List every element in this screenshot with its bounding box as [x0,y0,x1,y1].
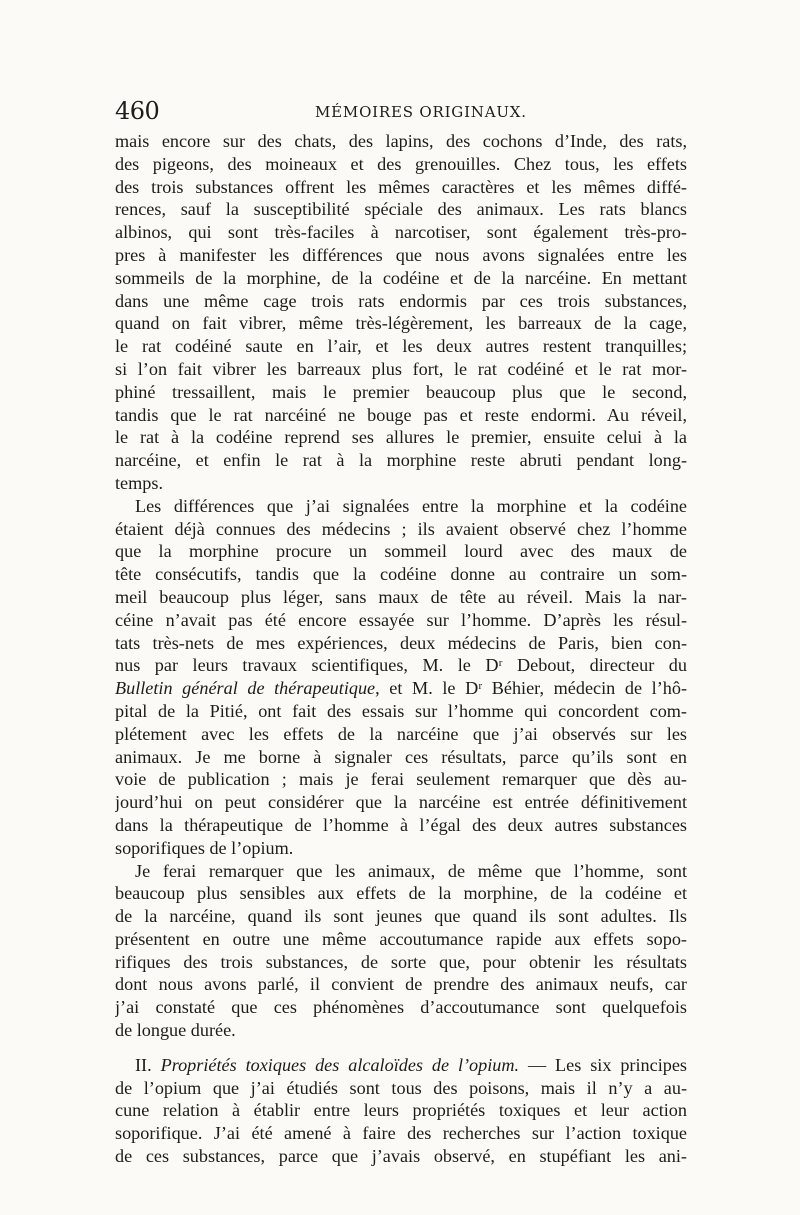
text-line: des trois substances offrent les mêmes caractères et les mêmes diffé- [115,176,687,197]
text-line: pres à manifester les différences que nous avons signalées entre les [115,244,687,265]
text-line: le rat codéiné saute en l’air, et les deux autres restent tranquilles; [115,336,687,357]
text-line: albinos, qui sont très-faciles à narcotiser, sont également très-pro- [115,222,687,243]
text-segment: — Les six principes [519,1054,687,1075]
page-header [115,96,687,126]
text-line: nus par leurs travaux scientifiques, M. le Dʳ Debout, directeur du [115,655,687,676]
text-line: dans la thérapeutique de l’homme à l’égal des deux autres substances [115,814,687,835]
text-line: plétement avec les effets de la narcéine que j’ai observés sur les [115,723,687,744]
text-line: que la morphine procure un sommeil lourd avec des maux de [115,541,687,562]
text-line: temps. [115,472,163,493]
text-line: Les différences que j’ai signalées entre la morphine et la codéine [135,495,687,516]
text-line: céine n’avait pas été encore essayée sur l’homme. D’après les résul- [115,609,687,630]
text-line: pital de la Pitié, ont fait des essais sur l’homme qui concordent com- [115,700,687,721]
journal-title: Bulletin général de thérapeutique [115,678,376,699]
paragraph-2 [115,495,687,860]
text-segment: , et M. le Dʳ Béhier, médecin de l’hô- [375,678,687,699]
section-title: Propriétés toxiques des alcaloïdes de l’opium. [160,1054,520,1075]
running-title: MÉMOIRES ORIGINAUX. [315,103,527,121]
text-line: jourd’hui on peut considérer que la narcéine est entrée définitivement [115,792,687,813]
text-line: tats très-nets de mes expériences, deux médecins de Paris, bien con- [115,632,687,653]
text-line: de l’opium que j’ai étudiés sont tous des poisons, mais il n’y a au- [115,1077,687,1098]
text-line: quand on fait vibrer, même très-légèrement, les barreaux de la cage, [115,313,687,334]
text-line: voie de publication ; mais je ferai seulement remarquer que dès au- [115,769,687,790]
text-line: j’ai constaté que ces phénomènes d’accoutumance sont quelquefois [115,997,687,1018]
text-line: narcéine, et enfin le rat à la morphine reste abruti pendant long- [115,450,687,471]
text-line: des pigeons, des moineaux et des grenouilles. Chez tous, les effets [115,153,687,174]
text-line: rences, sauf la susceptibilité spéciale des animaux. Les rats blancs [115,199,687,220]
text-line: mais encore sur des chats, des lapins, des cochons d’Inde, des rats, [115,131,687,151]
text-line: tête consécutifs, tandis que la codéine donne au contraire un som- [115,564,687,585]
paragraph-1 [115,130,687,495]
text-line: de la narcéine, quand ils sont jeunes que quand ils sont adultes. Ils [115,906,687,927]
text-line: tandis que le rat narcéiné ne bouge pas et reste endormi. Au réveil, [115,404,687,425]
text-line: de longue durée. [115,1020,236,1041]
text-line: Je ferai remarquer que les animaux, de même que l’homme, sont [135,860,687,881]
section-gap [115,1042,687,1054]
text-line: sommeils de la morphine, de la codéine et de la narcéine. En mettant [115,267,687,288]
text-line: meil beaucoup plus léger, sans maux de tête au réveil. Mais la nar- [115,586,687,607]
text-line: rifiques des trois substances, de sorte que, pour obtenir les résultats [115,951,687,972]
section-number: II. [135,1054,152,1075]
text-line: dans une même cage trois rats endormis par ces trois substances, [115,290,687,311]
text-line: le rat à la codéine reprend ses allures le premier, ensuite celui à la [115,427,687,448]
body-text [115,130,687,1168]
text-line: animaux. Je me borne à signaler ces résultats, parce qu’ils sont en [115,746,687,767]
section-2 [115,1054,687,1168]
text-line: soporifique. J’ai été amené à faire des recherches sur l’action toxique [115,1123,687,1144]
paragraph-3 [115,860,687,1042]
text-line: dont nous avons parlé, il convient de prendre des animaux neufs, car [115,974,687,995]
text-line: présentent en outre une même accoutumance rapide aux effets sopo- [115,928,687,949]
text-line: de ces substances, parce que j’avais observé, en stupéfiant les ani- [115,1146,687,1167]
page-number: 460 [115,97,160,125]
text-line [115,677,687,700]
text-line: phiné tressaillent, mais le premier beaucoup plus que le second, [115,381,687,402]
text-line: cune relation à établir entre leurs propriétés toxiques et leur action [115,1100,687,1121]
text-line: beaucoup plus sensibles aux effets de la morphine, de la codéine et [115,883,687,904]
text-line: étaient déjà connues des médecins ; ils avaient observé chez l’homme [115,518,687,539]
text-line: si l’on fait vibrer les barreaux plus fort, le rat codéiné et le rat mor- [115,358,687,379]
section-heading-line [115,1054,687,1077]
text-line: soporifiques de l’opium. [115,837,294,858]
